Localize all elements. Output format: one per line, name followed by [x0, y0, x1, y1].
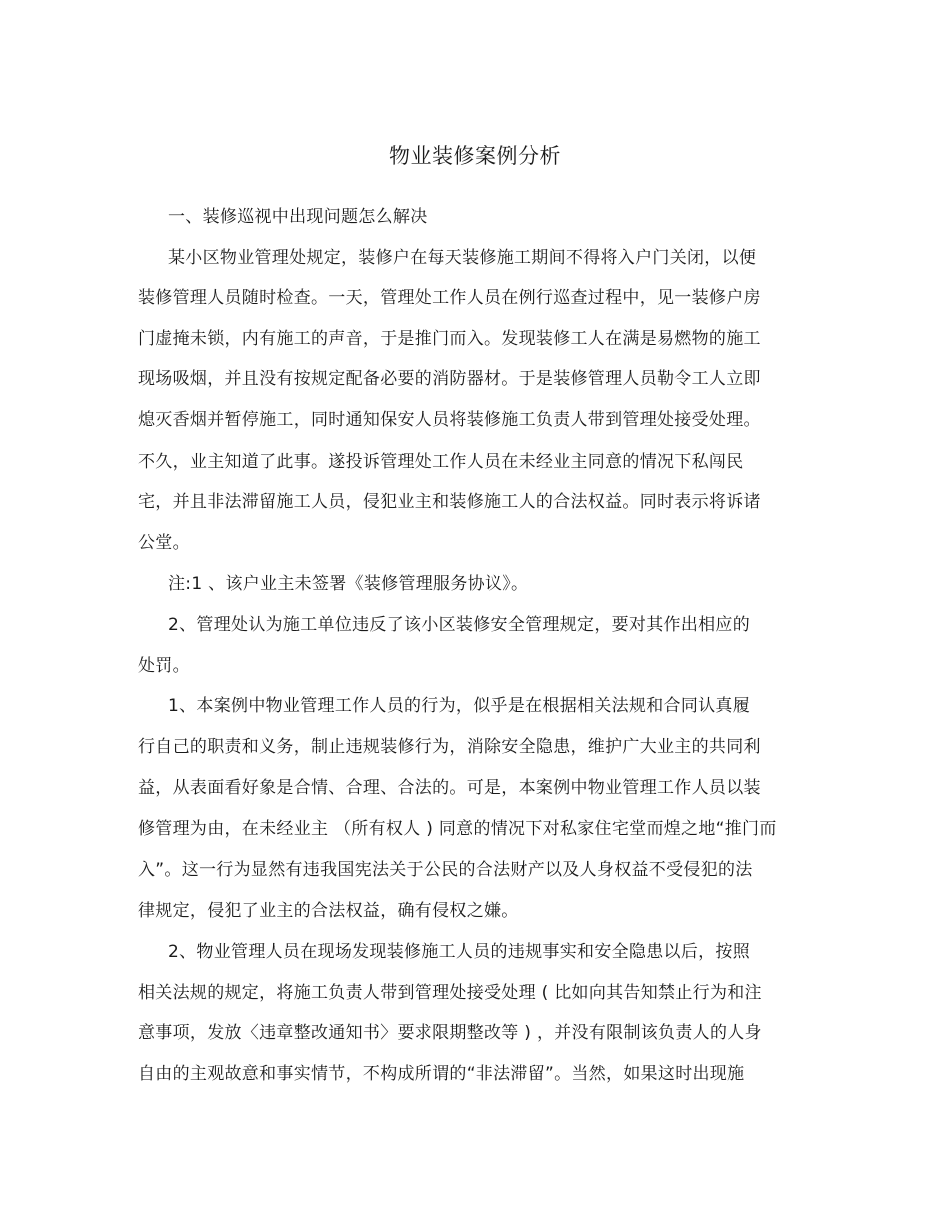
paragraph-line: 1、本案例中物业管理工作人员的行为，似乎是在根据相关法规和合同认真履 [168, 696, 751, 716]
note-line: 2、管理处认为施工单位违反了该小区装修安全管理规定，要对其作出相应的 [168, 615, 751, 635]
paragraph-line: 意事项，发放〈违章整改通知书〉要求限期整改等 ) ，并没有限制该负责人的人身 [138, 1023, 762, 1043]
paragraph-line: 相关法规的规定，将施工负责人带到管理处接受处理 ( 比如向其告知禁止行为和注 [138, 983, 762, 1003]
paragraph-line: 某小区物业管理处规定，装修户在每天装修施工期间不得将入户门关闭，以便 [168, 248, 757, 268]
paragraph-line: 门虚掩未锁，内有施工的声音，于是推门而入。发现装修工人在满是易燃物的施工 [138, 329, 761, 349]
paragraph-line: 现场吸烟，并且没有按规定配备必要的消防器材。于是装修管理人员勒令工人立即 [138, 369, 761, 389]
paragraph-line: 熄灭香烟并暂停施工，同时通知保安人员将装修施工负责人带到管理处接受处理。 [138, 410, 761, 430]
paragraph-line: 修管理为由，在未经业主 （所有权人 ) 同意的情况下对私家住宅堂而煌之地“推门而 [138, 819, 777, 839]
note-line: 注:1 、该户业主未签署《装修管理服务协议》。 [168, 574, 529, 594]
section-heading: 一、装修巡视中出现问题怎么解决 [168, 207, 428, 227]
paragraph-line: 宅，并且非法滞留施工人员，侵犯业主和装修施工人的合法权益。同时表示将诉诸 [138, 492, 761, 512]
paragraph-line: 律规定，侵犯了业主的合法权益，确有侵权之嫌。 [138, 901, 519, 921]
paragraph-line: 不久，业主知道了此事。遂投诉管理处工作人员在未经业主同意的情况下私闯民 [138, 452, 744, 472]
paragraph-line: 行自己的职责和义务，制止违规装修行为，消除安全隐患，维护广大业主的共同利 [138, 737, 761, 757]
page-title: 物业装修案例分析 [389, 144, 561, 168]
paragraph-line: 入”。这一行为显然有违我国宪法关于公民的合法财产以及人身权益不受侵犯的法 [138, 860, 753, 880]
paragraph-line: 2、物业管理人员在现场发现装修施工人员的违规事实和安全隐患以后，按照 [168, 942, 751, 962]
paragraph-line: 公堂。 [138, 533, 190, 553]
note-line: 处罚。 [138, 656, 190, 676]
paragraph-line: 益，从表面看好象是合情、合理、合法的。可是，本案例中物业管理工作人员以装 [138, 778, 761, 798]
paragraph-line: 自由的主观故意和事实情节，不构成所谓的“非法滞留”。当然，如果这时出现施 [138, 1064, 745, 1084]
paragraph-line: 装修管理人员随时检查。一天，管理处工作人员在例行巡查过程中，见一装修户房 [138, 288, 761, 308]
